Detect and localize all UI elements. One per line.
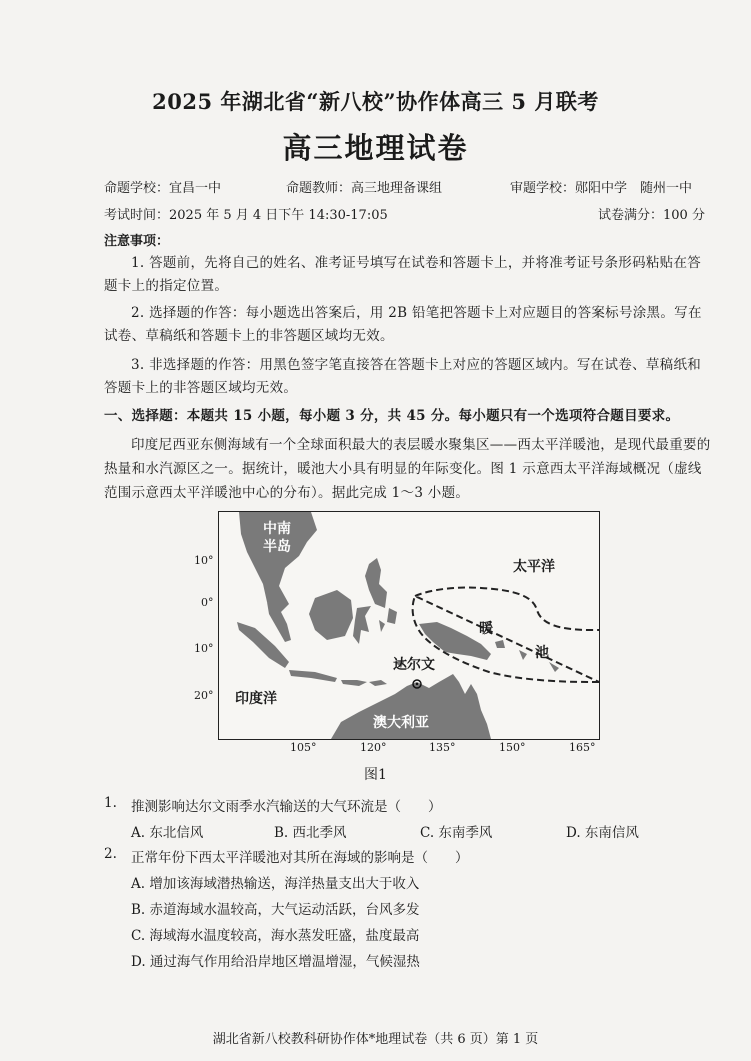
label-australia: 澳大利亚	[373, 715, 429, 731]
lon-tick-120: 120°	[360, 741, 387, 754]
page-footer: 湖北省新八校教科研协作体*地理试卷（共 6 页）第 1 页	[212, 1032, 539, 1047]
notice-item-2: 2. 选择题的作答：每小题选出答案后，用 2B 铅笔把答题卡上对应题目的答案标号涂黑。写在试卷、草稿纸和答题卡上的非答题区域均无效。	[104, 305, 702, 344]
q2-option-c: C. 海域海水温度较高，海水蒸发旺盛，盐度最高	[131, 928, 420, 944]
notice-heading: 注意事项：	[104, 234, 170, 249]
label-indochina-1: 中南	[263, 521, 291, 537]
q1-option-c: C. 东南季风	[420, 825, 493, 841]
label-indochina-2: 半岛	[263, 539, 291, 555]
lat-tick-0: 0°	[201, 596, 214, 609]
notice-item-1: 1. 答题前，先将自己的姓名、准考证号填写在试卷和答题卡上，并将准考证号条形码粘贴在答题卡上的指定位置。	[104, 255, 702, 294]
map-figure	[218, 511, 600, 740]
label-warm-pool-2: 池	[535, 645, 549, 661]
lat-tick-10n: 10°	[194, 554, 214, 567]
label-warm-pool-1: 暖	[479, 621, 493, 637]
q2-option-b: B. 赤道海域水温较高，大气运动活跃，台风多发	[131, 902, 420, 918]
q2-option-d: D. 通过海气作用给沿岸地区增温增湿，气候湿热	[131, 954, 420, 970]
land-borneo	[309, 590, 353, 640]
q2-option-a: A. 增加该海域潜热输送，海洋热量支出大于收入	[131, 876, 420, 892]
figure-caption: 图1	[364, 767, 387, 783]
notice-item-3: 3. 非选择题的作答：用黑色签字笔直接答在答题卡上对应的答题区域内。写在试卷、草稿纸和答题卡上的非答题区域均无效。	[104, 357, 702, 396]
meta-time: 考试时间：2025 年 5 月 4 日下午 14:30-17:05	[104, 208, 388, 223]
paper-title: 高三地理试卷	[282, 131, 469, 165]
q2-number: 2.	[104, 846, 117, 862]
lat-tick-10s: 10°	[194, 642, 214, 655]
lon-tick-165: 165°	[569, 741, 596, 754]
label-indian-ocean: 印度洋	[235, 691, 277, 707]
lon-tick-150: 150°	[499, 741, 526, 754]
label-pacific: 太平洋	[513, 559, 555, 575]
lat-tick-20s: 20°	[194, 689, 214, 702]
meta-review: 审题学校：郧阳中学 随州一中	[510, 181, 693, 196]
section-heading: 一、选择题：本题共 15 小题，每小题 3 分，共 45 分。每小题只有一个选项符合题目要求。	[104, 408, 680, 424]
land-philippines	[365, 558, 387, 608]
q1-option-b: B. 西北季风	[274, 825, 347, 841]
q1-stem: 推测影响达尔文雨季水汽输送的大气环流是（ ）	[131, 799, 442, 815]
meta-school: 命题学校：宜昌一中	[104, 181, 222, 196]
lon-tick-105: 105°	[290, 741, 317, 754]
land-sulawesi	[353, 606, 371, 644]
q1-number: 1.	[104, 795, 117, 811]
exam-title: 2025 年湖北省“新八校”协作体高三 5 月联考	[152, 89, 599, 114]
land-java	[289, 670, 337, 682]
q2-stem: 正常年份下西太平洋暖池对其所在海域的影响是（ ）	[131, 850, 469, 866]
meta-score: 试卷满分：100 分	[598, 208, 705, 223]
land-malay	[267, 602, 291, 642]
q1-option-a: A. 东北信风	[131, 825, 204, 841]
label-darwin: 达尔文	[393, 657, 435, 673]
passage: 印度尼西亚东侧海域有一个全球面积最大的表层暖水聚集区——西太平洋暖池，是现代最重要的热量和水汽源区之一。据统计，暖池大小具有明显的年际变化。图 1 示意西太平洋海域概况（虚线范围示意西太平洋暖池中心的分布）。据此完成 1～3 小题。	[104, 437, 711, 501]
lon-tick-135: 135°	[429, 741, 456, 754]
q1-option-d: D. 东南信风	[566, 825, 639, 841]
meta-teacher: 命题教师：高三地理备课组	[286, 181, 443, 196]
